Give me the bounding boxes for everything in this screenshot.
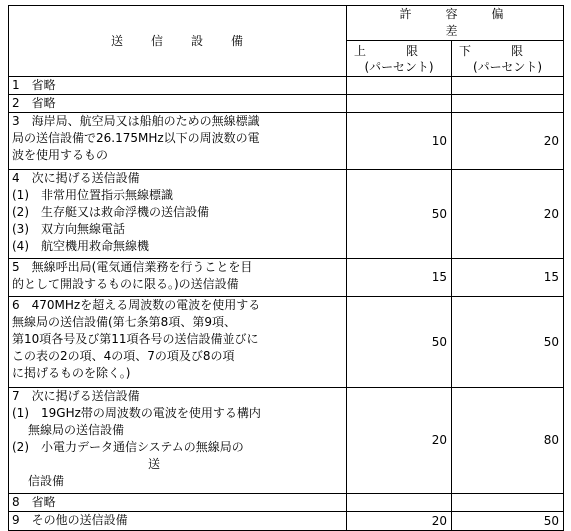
row-description: 5 無線呼出局(電気通信業務を行うことを目 的として開設するものに限る。)の送信設備 [9,259,347,297]
upper-value: 10 [347,113,452,170]
header-lower-label: 下限 [459,43,564,58]
upper-value: 20 [347,512,452,531]
table-row [9,297,564,388]
lower-value [452,494,564,512]
header-upper-percent: (パーセント) [364,59,434,74]
upper-value: 50 [347,297,452,388]
table-row [9,512,564,531]
row-description: 9 その他の送信設備 [9,512,347,531]
header-upper-label: 上限 [354,43,459,58]
row-description: 1 省略 [9,77,347,95]
table-row [9,388,564,494]
table-row [9,494,564,512]
upper-value: 50 [347,170,452,259]
upper-value [347,494,452,512]
header-lower [452,41,564,77]
header-equipment: 送信設備 [9,6,347,77]
tolerance-table [8,5,564,531]
header-upper [347,41,459,77]
upper-value [347,95,452,113]
table-row [9,113,564,170]
lower-value: 50 [452,512,564,531]
header-lower-percent: (パーセント) [472,59,543,74]
row-description: 7 次に掲げる送信設備 (1) 19GHz帯の周波数の電波を使用する構内 無線局の送信設備 (2) 小電力データ通信システムの無線局の 送 信設備 [9,388,347,494]
table-row [9,170,564,259]
lower-value: 15 [452,259,564,297]
lower-value: 20 [452,113,564,170]
lower-value [452,77,564,95]
table-row [9,259,564,297]
row-description: 3 海岸局、航空局又は船舶のための無線標識 局の送信設備で26.175MHz以下の周波数の電 波を使用するもの [9,113,347,170]
upper-value: 15 [347,259,452,297]
lower-value: 20 [452,170,564,259]
lower-value: 50 [452,297,564,388]
row-description: 6 470MHzを超える周波数の電波を使用する 無線局の送信設備(第七条第8項、第9項、 第10項各号及び第11項各号の送信設備並びに この表の2の項、4の項、7の項及び8の項 に掲げるものを除く。) [9,297,347,388]
lower-value: 80 [452,388,564,494]
row-description: 2 省略 [9,95,347,113]
row-description: 8 省略 [9,494,347,512]
upper-value [347,77,452,95]
table-row [9,77,564,95]
upper-value: 20 [347,388,452,494]
row-description: 4 次に掲げる送信設備 (1) 非常用位置指示無線標識 (2) 生存艇又は救命浮機の送信設備 (3) 双方向無線電話 (4) 航空機用救命無線機 [9,170,347,259]
header-tolerance: 許容偏差 [347,6,564,41]
table-row [9,95,564,113]
lower-value [452,95,564,113]
